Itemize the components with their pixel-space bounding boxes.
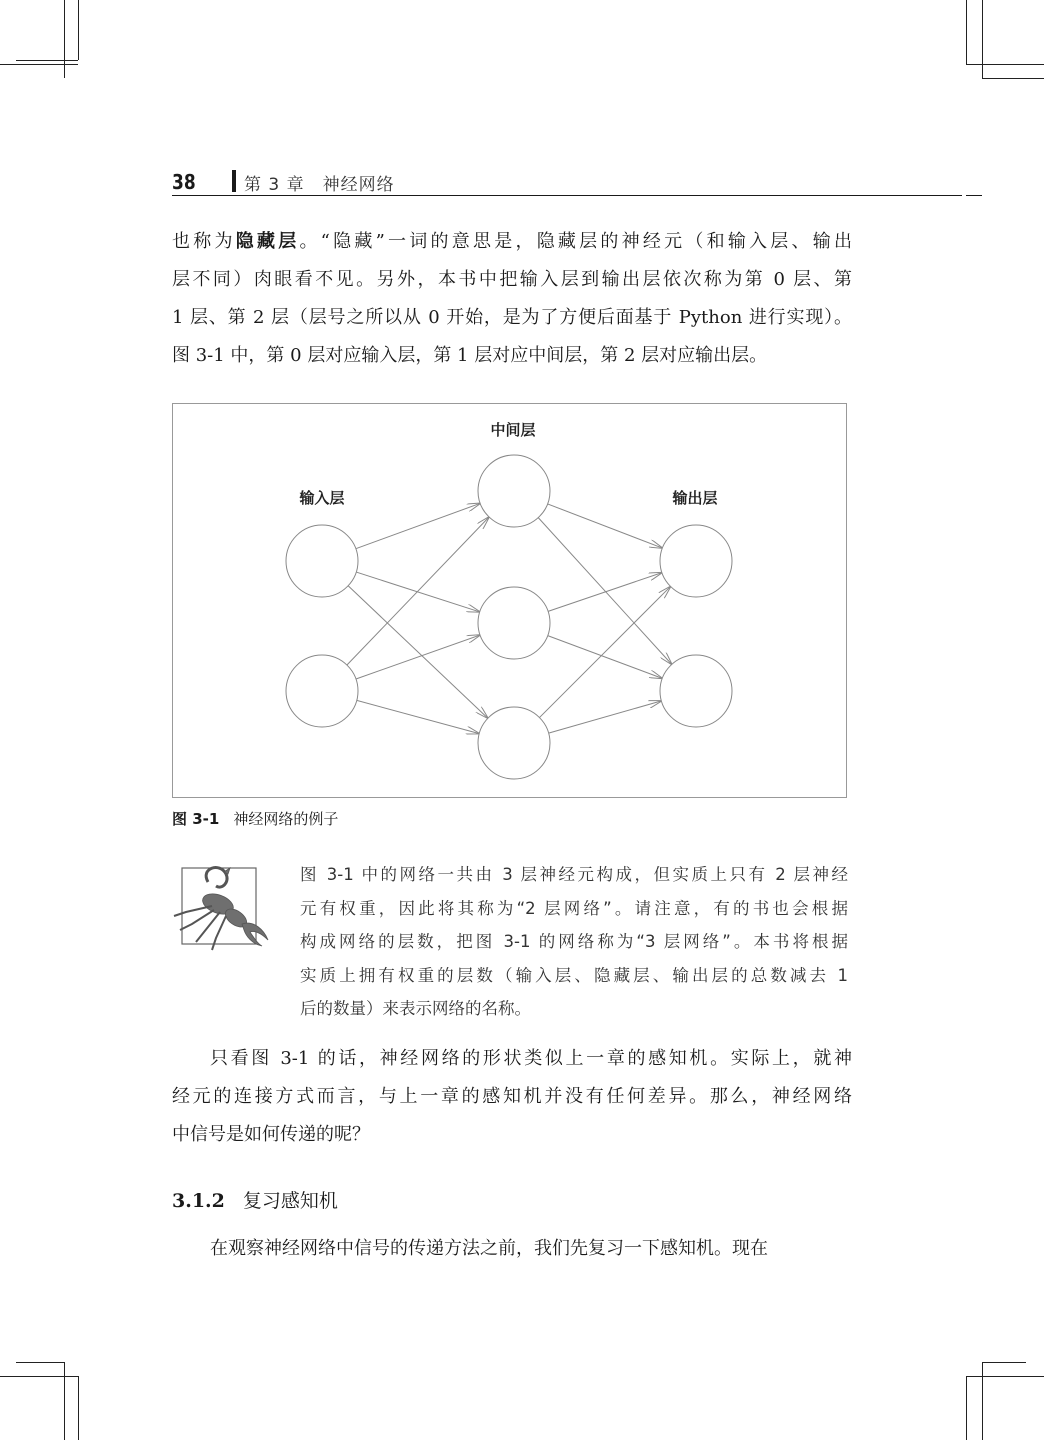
connection-arrow xyxy=(548,504,663,548)
term-hidden-layer: 隐藏层 xyxy=(235,231,300,252)
connection-arrow xyxy=(348,586,488,718)
paragraph-3 xyxy=(172,1230,852,1268)
connection-arrow xyxy=(356,572,479,612)
output-neuron xyxy=(660,525,732,597)
connection-arrow xyxy=(357,700,480,733)
connection-arrow xyxy=(347,517,489,665)
page-number: 38 xyxy=(172,170,196,194)
paragraph-line: 层不同）肉眼看不见。另外，本书中把输入层到输出层依次称为第 0 层、第 xyxy=(172,269,852,290)
figure-caption xyxy=(172,808,338,829)
hidden-layer-label: 中间层 xyxy=(490,421,536,439)
crop-mark xyxy=(64,1362,65,1440)
running-header xyxy=(172,168,962,196)
connection-arrow xyxy=(548,573,662,612)
neural-network-diagram xyxy=(172,403,847,798)
note-text xyxy=(300,858,848,1026)
paragraph-line: 中信号是如何传递的呢？ xyxy=(172,1124,370,1145)
header-rule-extension xyxy=(966,195,982,196)
paragraph-2 xyxy=(172,1040,852,1154)
crop-mark xyxy=(0,64,78,65)
chapter-title: 第 3 章 神经网络 xyxy=(244,175,395,195)
hidden-neuron xyxy=(478,587,550,659)
section-title: 复习感知机 xyxy=(242,1190,338,1212)
crop-mark xyxy=(966,1376,1044,1377)
input-neuron xyxy=(286,655,358,727)
crop-mark xyxy=(16,60,78,61)
paragraph-line: 图 3-1 中，第 0 层对应输入层，第 1 层对应中间层，第 2 层对应输出层。 xyxy=(172,345,768,366)
input-layer-label: 输入层 xyxy=(299,489,345,507)
crop-mark xyxy=(16,1362,64,1363)
chapter-bar xyxy=(232,170,236,192)
crop-mark xyxy=(78,1376,79,1440)
input-neuron xyxy=(286,525,358,597)
caption-text: 神经网络的例子 xyxy=(233,810,339,828)
note-line: 构成网络的层数，把图 3-1 的网络称为“3 层网络”。本书将根据 xyxy=(300,932,848,951)
connection-arrow xyxy=(549,701,662,733)
section-heading xyxy=(172,1186,338,1213)
section-number: 3.1.2 xyxy=(172,1190,225,1212)
crop-mark xyxy=(966,0,967,64)
scorpion-icon xyxy=(172,860,272,955)
crop-mark xyxy=(78,0,79,60)
note-line: 图 3-1 中的网络一共由 3 层神经元构成，但实质上只有 2 层神经 xyxy=(300,865,848,884)
caption-number: 图 3-1 xyxy=(172,810,220,828)
crop-mark xyxy=(982,78,1044,79)
paragraph-line: 在观察神经网络中信号的传递方法之前，我们先复习一下感知机。现在 xyxy=(210,1238,768,1259)
output-neuron xyxy=(660,655,732,727)
hidden-neuron xyxy=(478,455,550,527)
crop-mark xyxy=(982,0,983,78)
note-line: 后的数量）来表示网络的名称。 xyxy=(300,999,531,1018)
paragraph-1 xyxy=(172,223,852,375)
crop-mark xyxy=(0,1376,78,1377)
paragraph-line: 经元的连接方式而言，与上一章的感知机并没有任何差异。那么，神经网络 xyxy=(172,1086,852,1107)
output-layer-label: 输出层 xyxy=(672,489,718,507)
crop-mark xyxy=(64,0,65,78)
connection-arrow xyxy=(356,503,480,548)
note-line: 实质上拥有权重的层数（输入层、隐藏层、输出层的总数减去 1 xyxy=(300,965,848,985)
connection-arrow xyxy=(356,635,480,679)
crop-mark xyxy=(982,1362,983,1440)
connection-arrow xyxy=(538,518,672,665)
connection-arrow xyxy=(539,586,670,717)
neuron-nodes xyxy=(286,455,732,779)
connection-arrow xyxy=(548,636,663,679)
note-line: 元有权重，因此将其称为“2 层网络”。请注意，有的书也会根据 xyxy=(300,898,848,918)
paragraph-line: 也称为隐藏层。“隐藏”一词的意思是，隐藏层的神经元（和输入层、输出 xyxy=(172,231,853,252)
paragraph-line: 1 层、第 2 层（层号之所以从 0 开始，是为了方便后面基于 Python 进行实现）。 xyxy=(172,307,852,328)
paragraph-line: 只看图 3-1 的话，神经网络的形状类似上一章的感知机。实际上，就神 xyxy=(210,1048,852,1069)
hidden-neuron xyxy=(478,707,550,779)
crop-mark xyxy=(966,1376,967,1440)
header-rule xyxy=(172,195,962,196)
crop-mark xyxy=(982,1362,1026,1363)
crop-mark xyxy=(966,64,1044,65)
